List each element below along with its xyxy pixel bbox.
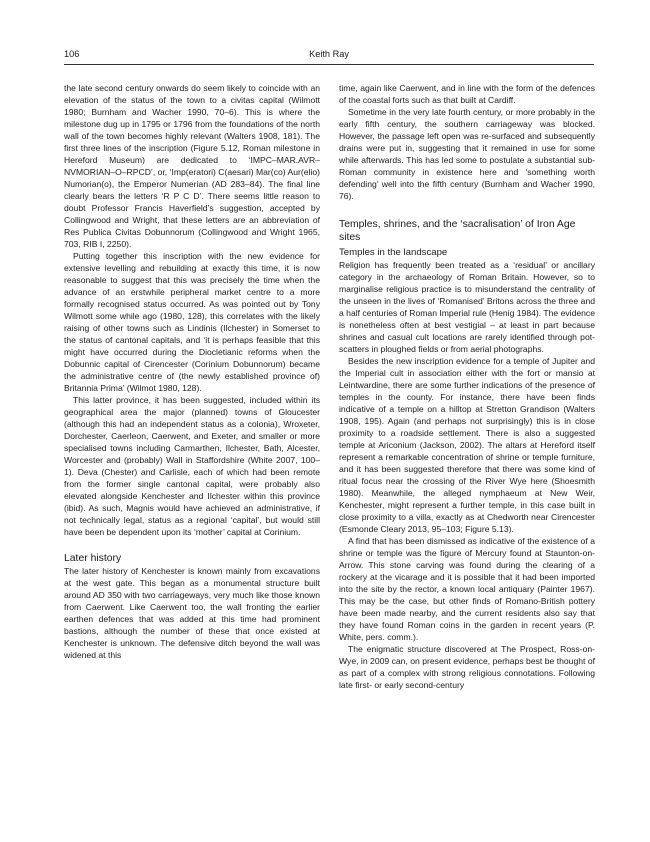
section-heading-temples: Temples, shrines, and the ‘sacralisation’ of Iron Age sites bbox=[339, 219, 576, 243]
paragraph: The later history of Kenchester is known mainly from excavations at the west gate. This began as a monumental structure built around AD 350 with two carriageways, very much like those known from Caerwent. Like Caerwent too, the wall fronting the earlier earthen defences that was added at this time had prominent bastions, although the number of these that once existed at Kenchester is unknown. The defensive ditch beyond the wall was widened at this bbox=[64, 566, 320, 660]
paragraph: the late second century onwards do seem likely to coincide with an elevation of the status of the town to a civitas capital (Wilmott 1980; Burnham and Wacher 1990, 70–6). This is where the milestone dug up in 1795 or 1796 from the foundations of the north wall of the town becomes highly relevant (Walters 1908, 181). The first three lines of the inscription (Figure 5.12, Roman milestone in Hereford Museum) are dedicated to ‘IMPC–MAR.AVR–NVMORIAN–O–RPCD’, or, ‘Imp(eratori) C(aesari) Mar(co) Aur(elio) Numorian(o), the Emperor Numerian (AD 283–84). The final line clearly bears the letters ‘R P C D’. There seems little reason to doubt Professor Francis Haverfield’s suggestion, accepted by Collingwood and Wright, that these letters are an abbreviation of Res Publica Civitas Dobunnorum (Collingwood and Wright 1965, 703, RIB I, 2250). bbox=[64, 83, 320, 249]
page-header bbox=[64, 48, 594, 60]
subsection-heading-temples-landscape: Temples in the landscape bbox=[339, 247, 448, 258]
paragraph: The enigmatic structure discovered at The Prospect, Ross-on-Wye, in 2009 can, on present evidence, perhaps best be thought of as part of a complex with strong religious connotations. Following late first- or early second-century bbox=[339, 644, 595, 690]
left-column bbox=[64, 82, 320, 661]
header-rule bbox=[64, 64, 594, 65]
page-number: 106 bbox=[64, 49, 80, 59]
paragraph: Sometime in the very late fourth century, or more probably in the early fifth century, the southern carriageway was blocked. However, the passage left open was re-surfaced and subsequently drains were put in, suggesting that it remained in use for some while afterwards. This has led some to postulate a substantial sub-Roman community in existence here and ‘something worth defending’ well into the fifth century (Burnham and Wacher 1990, 76). bbox=[339, 107, 595, 201]
right-column bbox=[339, 82, 595, 691]
paragraph: time, again like Caerwent, and in line with the form of the defences of the coastal forts such as that built at Cardiff. bbox=[339, 83, 595, 105]
paragraph: Religion has frequently been treated as a ‘residual’ or ancillary category in the archaeology of Roman Britain. However, so to marginalise religious practice is to misunderstand the centrality of the unseen in the lives of ‘Romanised’ Britons across the three and a half centuries of Roman Imperial rule (Henig 1984). The evidence is nonetheless often at best vestigial – at least in part because shrines and casual cult locations are rarely identified through pot-scatters in ploughed fields or from aerial photographs. bbox=[339, 260, 595, 354]
paragraph: Besides the new inscription evidence for a temple of Jupiter and the Imperial cult in association either with the fort or mansio at Leintwardine, there are some further indications of the presence of temples in the county. For instance, there have been finds indicative of a temple on a hilltop at Stretton Grandison (Walters 1908, 195). Again (and perhaps not surprisingly) this is in close proximity to a roadside settlement. There is also a suggested temple at Ariconium (Jackson, 2002). The altars at Hereford itself represent a remarkable concentration of shrine or temple furniture, and it has been suggested therefore that there was some kind of ritual focus near the crossing of the River Wye here (Shoesmith 1980). Meanwhile, the alleged nymphaeum at New Weir, Kenchester, might represent a further temple, in this case built in close proximity to a villa, exactly as at Chedworth near Cirencester (Esmonde Cleary 2013, 95–103; Figure 5.13). bbox=[339, 356, 595, 534]
paragraph: A find that has been dismissed as indicative of the existence of a shrine or temple was the figure of Mercury found at Staunton-on-Arrow. This stone carving was found during the clearing of a rockery at the vicarage and it is possible that it had been imported into the site by the rector, a known local antiquary (Painter 1967). This may be the case, but other finds of Romano-British pottery have been made nearby, and the current residents also say that they have found Roman coins in the garden in recent years (P. White, pers. comm.). bbox=[339, 536, 595, 642]
paragraph: This latter province, it has been suggested, included within its geographical area the major (planned) towns of Gloucester (although this had an independent status as a colonia), Wroxeter, Dorchester, Caerleon, Caerwent, and Exeter, and smaller or more specialised towns including Carmarthen, Ilchester, Bath, Alcester, Worcester and (probably) Wall in Staffordshire (White 2007, 100–1). Deva (Chester) and Carlisle, each of which had been remote from the former single cantonal capital, were probably also elevated alongside Kenchester and Ilchester within this province (ibid). As such, Magnis would have achieved an administrative, if not technically legal, status as a regional ‘capital’, but would still have been be dependent upon its ‘mother’ capital at Corinium. bbox=[64, 395, 320, 537]
running-head-author: Keith Ray bbox=[309, 49, 349, 59]
section-heading-later-history: Later history bbox=[64, 553, 122, 564]
paragraph: Putting together this inscription with the new evidence for extensive levelling and rebuilding at exactly this time, it is now reasonable to suggest that this was precisely the time when the advance of an erstwhile peripheral market centre to a more formally recognised status occurred. As was pointed out by Tony Wilmott some while ago (1980, 128), this correlates with the likely raising of other towns such as Lindinis (Ilchester) in Somerset to the status of cantonal capitals, and ‘it is perhaps feasible that this might have occurred during the Diocletianic reforms when the Dobunnic capital of Cirencester (Corinium Dobunnorum) became the administrative centre of (the newly established province of) Britannia Prima’ (Wilmot 1980, 128). bbox=[64, 251, 320, 393]
